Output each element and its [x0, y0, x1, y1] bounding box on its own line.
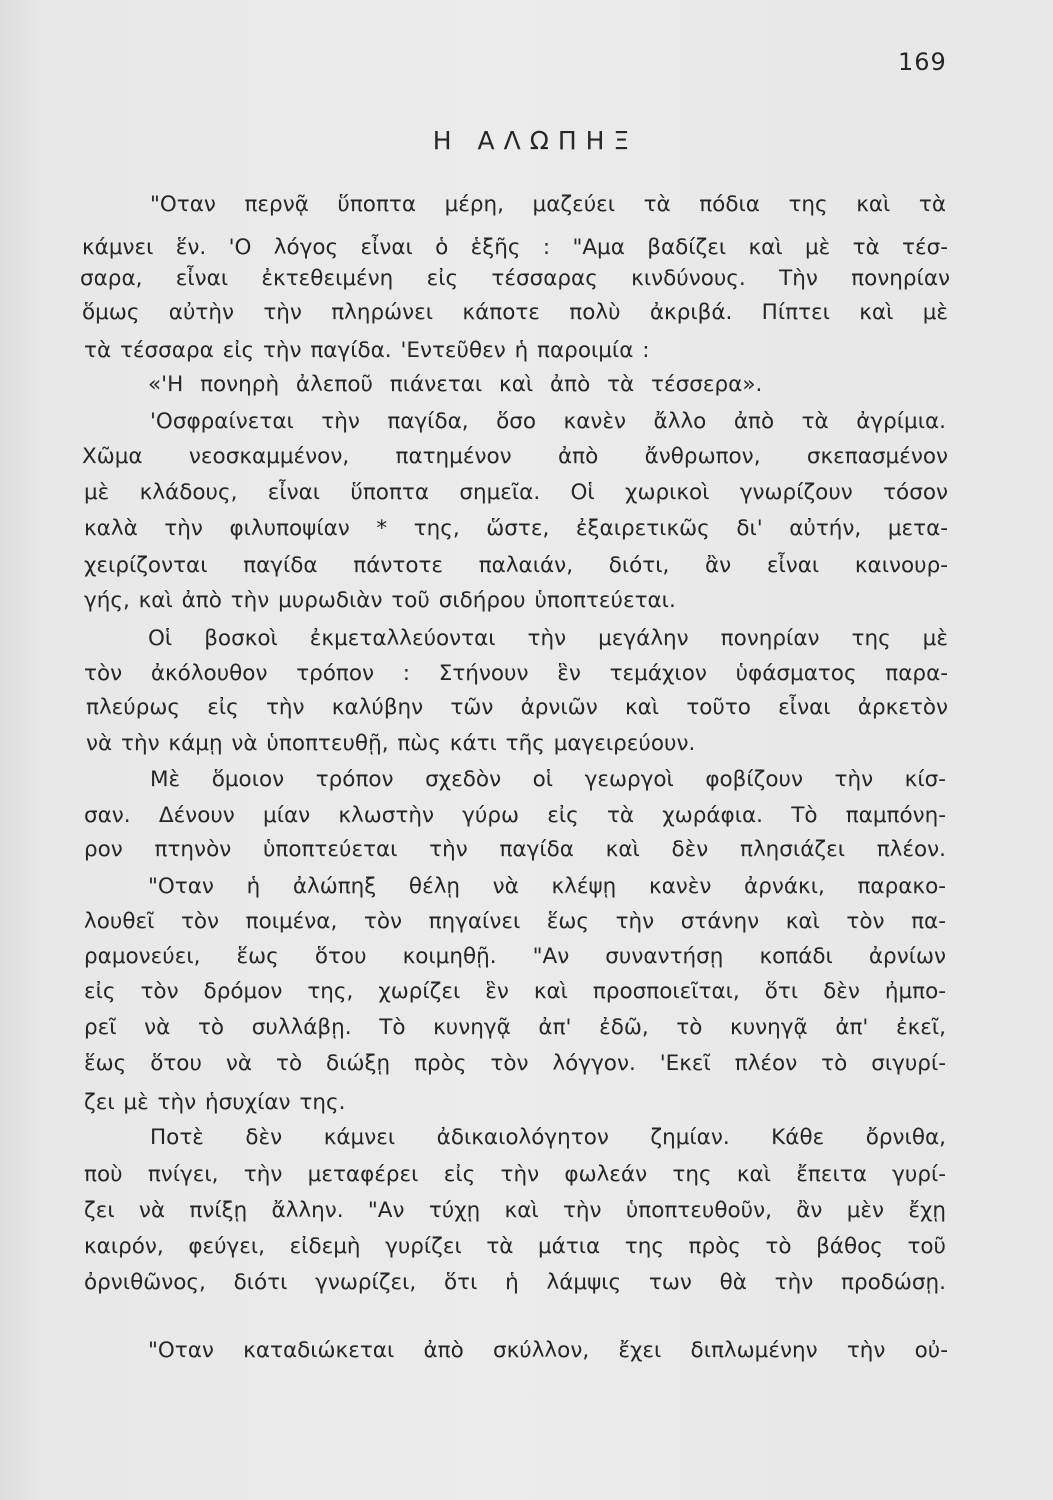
text-line: "Οταν καταδιώκεται ἀπὸ σκύλλον, ἔχει διπλωμένην τὴν οὐ- [148, 1338, 948, 1363]
text-line: ποὺ πνίγει, τὴν μεταφέρει εἰς τὴν φωλεάν της καὶ ἔπειτα γυρί- [84, 1162, 946, 1187]
text-line: 'Οσφραίνεται τὴν παγίδα, ὅσο κανὲν ἄλλο ἀπὸ τὰ ἀγρίμια. [150, 409, 946, 434]
text-line: Οἱ βοσκοὶ ἐκμεταλλεύονται τὴν μεγάλην πονηρίαν της μὲ [148, 626, 948, 651]
text-line: σαρα, εἶναι ἐκτεθειμένη εἰς τέσσαρας κινδύνους. Τὴν πονηρίαν [80, 266, 950, 291]
text-line: ραμονεύει, ἕως ὅτου κοιμηθῇ. "Αν συναντήσῃ κοπάδι ἀρνίων [84, 944, 946, 969]
text-line: ὀρνιθῶνος, διότι γνωρίζει, ὅτι ἡ λάμψις των θὰ τὴν προδώσῃ. [84, 1270, 946, 1295]
text-line: ὅμως αὐτὴν τὴν πληρώνει κάποτε πολὺ ἀκριβά. Πίπτει καὶ μὲ [82, 300, 948, 325]
text-line: καλὰ τὴν φιλυποψίαν * της, ὥστε, ἐξαιρετικῶς δι' αὐτήν, μετα- [84, 516, 948, 541]
text-line: εἰς τὸν δρόμον της, χωρίζει ἓν καὶ προσποιεῖται, ὅτι δὲν ἠμπο- [84, 979, 946, 1004]
text-line: ζει μὲ τὴν ἡσυχίαν της. [84, 1090, 346, 1115]
text-line: νὰ τὴν κάμῃ νὰ ὑποπτευθῇ, πὼς κάτι τῆς μαγειρεύουν. [86, 731, 696, 756]
text-line: «'Η πονηρὴ ἀλεποῦ πιάνεται καὶ ἀπὸ τὰ τέσσερα». [148, 372, 763, 397]
text-line: τὸν ἀκόλουθον τρόπον : Στήνουν ἓν τεμάχιον ὑφάσματος παρα- [84, 661, 948, 686]
chapter-title: Η ΑΛΩΠΗΞ [432, 126, 639, 155]
text-line: ζει νὰ πνίξῃ ἄλλην. "Αν τύχῃ καὶ τὴν ὑποπτευθοῦν, ἂν μὲν ἔχῃ [84, 1198, 946, 1223]
text-line: γής, καὶ ἀπὸ τὴν μυρωδιὰν τοῦ σιδήρου ὑποπτεύεται. [84, 588, 676, 613]
text-line: Χῶμα νεοσκαμμένον, πατημένον ἀπὸ ἄνθρωπον, σκεπασμένον [82, 444, 948, 469]
text-line: καιρόν, φεύγει, εἰδεμὴ γυρίζει τὰ μάτια της πρὸς τὸ βάθος τοῦ [84, 1234, 946, 1259]
text-line: ἕως ὅτου νὰ τὸ διώξῃ πρὸς τὸν λόγγον. 'Εκεῖ πλέον τὸ σιγυρί- [84, 1051, 946, 1076]
text-line: πλεύρως εἰς τὴν καλύβην τῶν ἀρνιῶν καὶ τοῦτο εἶναι ἀρκετὸν [86, 695, 948, 720]
text-line: "Οταν ἡ ἀλώπηξ θέλῃ νὰ κλέψῃ κανὲν ἀρνάκι, παρακο- [148, 874, 946, 899]
text-line: χειρίζονται παγίδα πάντοτε παλαιάν, διότι, ἂν εἶναι καινουρ- [84, 553, 948, 578]
page-number: 169 [898, 48, 947, 76]
text-line: Μὲ ὅμοιον τρόπον σχεδὸν οἱ γεωργοὶ φοβίζουν τὴν κίσ- [150, 767, 946, 792]
text-line: Ποτὲ δὲν κάμνει ἀδικαιολόγητον ζημίαν. Κάθε ὄρνιθα, [150, 1125, 946, 1150]
text-line: τὰ τέσσαρα εἰς τὴν παγίδα. 'Εντεῦθεν ἡ παροιμία : [84, 338, 650, 363]
text-line: "Οταν περνᾷ ὕποπτα μέρη, μαζεύει τὰ πόδια της καὶ τὰ [150, 192, 946, 217]
text-line: κάμνει ἕν. 'Ο λόγος εἶναι ὁ ἑξῆς : "Αμα βαδίζει καὶ μὲ τὰ τέσ- [82, 235, 948, 260]
text-line: μὲ κλάδους, εἶναι ὕποπτα σημεῖα. Οἱ χωρικοὶ γνωρίζουν τόσον [84, 480, 948, 505]
text-line: ρεῖ νὰ τὸ συλλάβῃ. Τὸ κυνηγᾷ ἀπ' ἐδῶ, τὸ κυνηγᾷ ἀπ' ἐκεῖ, [84, 1015, 946, 1040]
text-line: λουθεῖ τὸν ποιμένα, τὸν πηγαίνει ἕως τὴν στάνην καὶ τὸν πα- [84, 909, 946, 934]
text-line: ρον πτηνὸν ὑποπτεύεται τὴν παγίδα καὶ δὲν πλησιάζει πλέον. [84, 837, 946, 862]
text-line: σαν. Δένουν μίαν κλωστὴν γύρω εἰς τὰ χωράφια. Τὸ παμπόνη- [84, 803, 946, 828]
